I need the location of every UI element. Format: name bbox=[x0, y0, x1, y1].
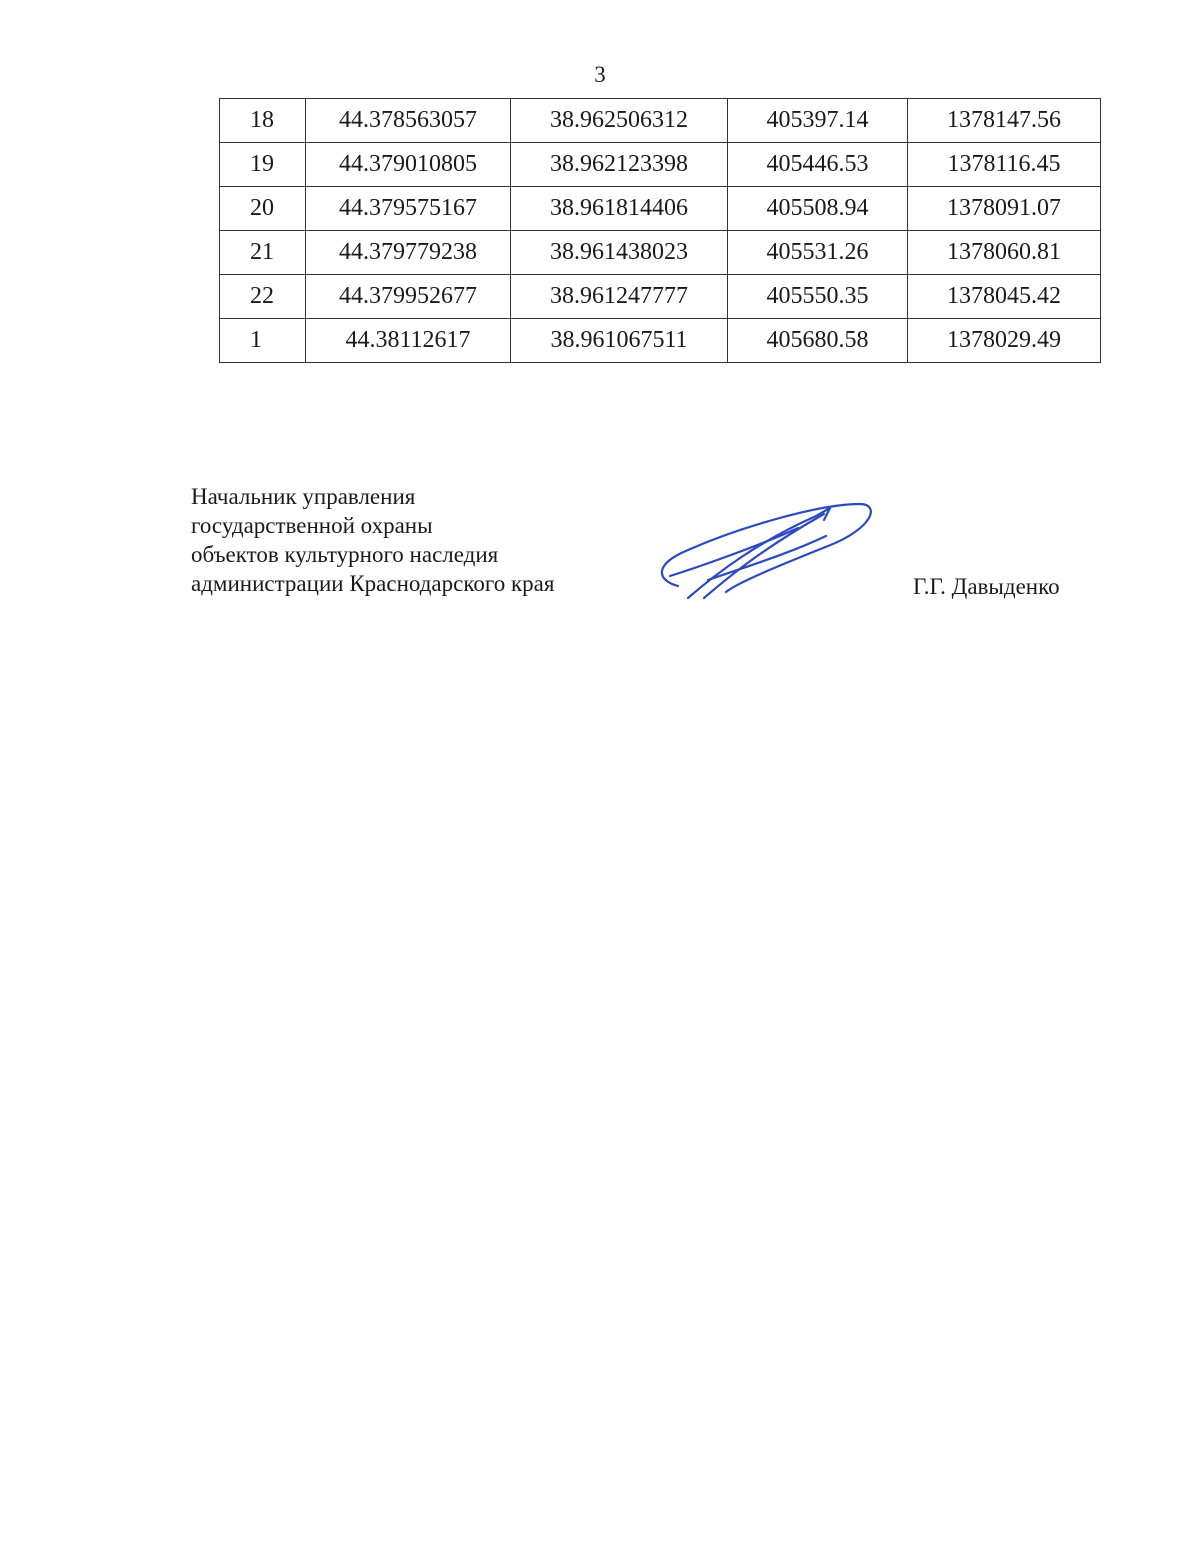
position-line: государственной охраны bbox=[191, 513, 433, 538]
longitude-cell: 38.961067511 bbox=[511, 319, 728, 363]
y-coordinate-cell: 1378060.81 bbox=[908, 231, 1101, 275]
table-row bbox=[220, 319, 1101, 363]
point-number-cell: 21 bbox=[220, 231, 306, 275]
table-row bbox=[220, 187, 1101, 231]
signer-name: Г.Г. Давыденко bbox=[913, 574, 1060, 599]
longitude-cell: 38.961438023 bbox=[511, 231, 728, 275]
longitude-cell: 38.962506312 bbox=[511, 99, 728, 143]
y-coordinate-cell: 1378116.45 bbox=[908, 143, 1101, 187]
y-coordinate-cell: 1378045.42 bbox=[908, 275, 1101, 319]
point-number-cell: 1 bbox=[220, 319, 306, 363]
x-coordinate-cell: 405508.94 bbox=[728, 187, 908, 231]
table-row bbox=[220, 143, 1101, 187]
point-number-cell: 20 bbox=[220, 187, 306, 231]
handwritten-signature bbox=[648, 494, 878, 606]
latitude-cell: 44.378563057 bbox=[306, 99, 511, 143]
point-number-cell: 18 bbox=[220, 99, 306, 143]
point-number-cell: 22 bbox=[220, 275, 306, 319]
longitude-cell: 38.962123398 bbox=[511, 143, 728, 187]
latitude-cell: 44.38112617 bbox=[306, 319, 511, 363]
latitude-cell: 44.379952677 bbox=[306, 275, 511, 319]
x-coordinate-cell: 405446.53 bbox=[728, 143, 908, 187]
y-coordinate-cell: 1378147.56 bbox=[908, 99, 1101, 143]
y-coordinate-cell: 1378091.07 bbox=[908, 187, 1101, 231]
table-row bbox=[220, 275, 1101, 319]
x-coordinate-cell: 405680.58 bbox=[728, 319, 908, 363]
longitude-cell: 38.961247777 bbox=[511, 275, 728, 319]
position-line: Начальник управления bbox=[191, 484, 416, 509]
page-number: 3 bbox=[594, 62, 606, 87]
x-coordinate-cell: 405397.14 bbox=[728, 99, 908, 143]
position-line: объектов культурного наследия bbox=[191, 542, 499, 567]
y-coordinate-cell: 1378029.49 bbox=[908, 319, 1101, 363]
coordinates-table bbox=[219, 98, 1101, 363]
latitude-cell: 44.379010805 bbox=[306, 143, 511, 187]
table-row bbox=[220, 99, 1101, 143]
latitude-cell: 44.379779238 bbox=[306, 231, 511, 275]
x-coordinate-cell: 405531.26 bbox=[728, 231, 908, 275]
x-coordinate-cell: 405550.35 bbox=[728, 275, 908, 319]
table-row bbox=[220, 231, 1101, 275]
latitude-cell: 44.379575167 bbox=[306, 187, 511, 231]
longitude-cell: 38.961814406 bbox=[511, 187, 728, 231]
position-line: администрации Краснодарского края bbox=[191, 571, 555, 596]
signatory-position bbox=[191, 482, 554, 598]
point-number-cell: 19 bbox=[220, 143, 306, 187]
